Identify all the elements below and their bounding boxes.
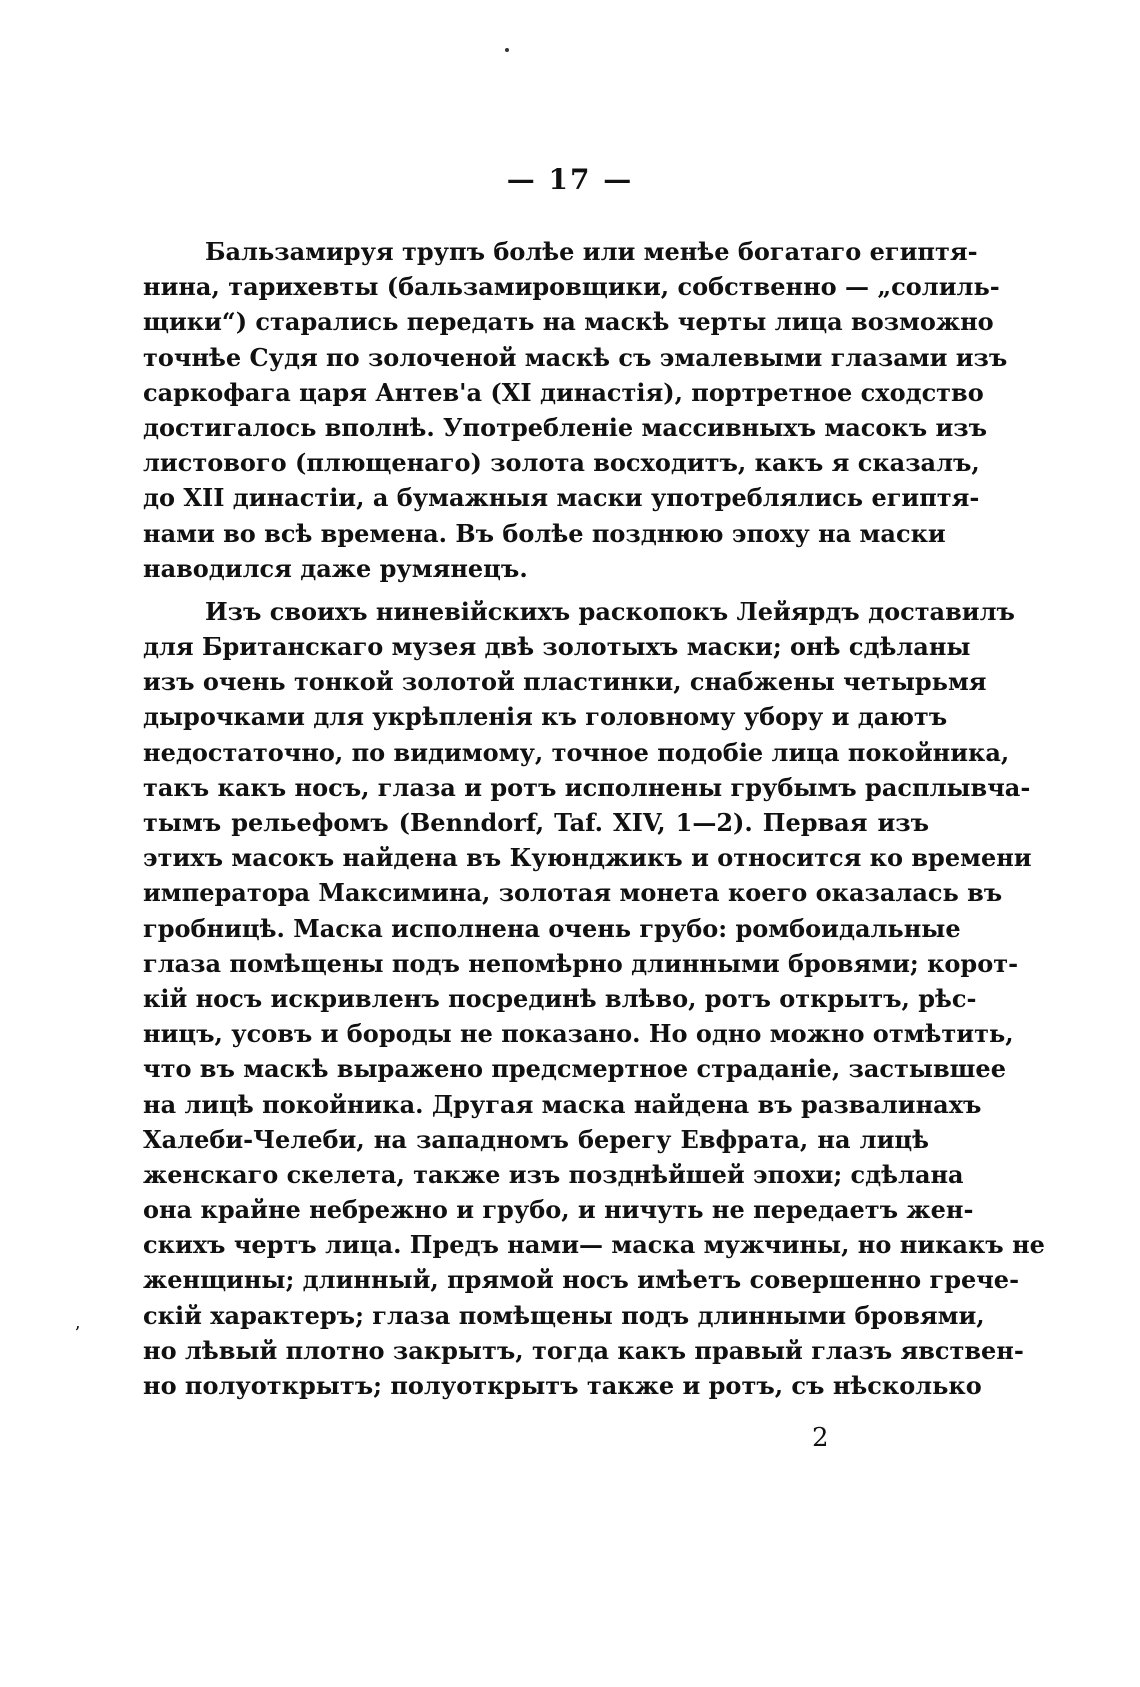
text-line: щики“) старались передать на маскѣ черты лица возможно [143, 307, 994, 337]
text-line: скихъ чертъ лица. Предъ нами— маска мужчины, но никакъ не [143, 1230, 1045, 1260]
text-line: женскаго скелета, также изъ позднѣйшей эпохи; сдѣлана [143, 1159, 964, 1189]
text-line: нами во всѣ времена. Въ болѣе позднюю эпоху на маски [143, 518, 946, 548]
text-line: недостаточно, по видимому, точное подобіе лица покойника, [143, 737, 1010, 767]
text-line: Халеби-Челеби, на западномъ берегу Евфрата, на лицѣ [143, 1124, 929, 1154]
page-number: — 17 — [506, 163, 634, 196]
text-line: Бальзамируя трупъ болѣе или менѣе богатаго египтя- [205, 237, 978, 266]
text-line: нина, тарихевты (бальзамировщики, собственно — „солиль- [143, 272, 1000, 302]
text-line: до XII династіи, а бумажныя маски употреблялись египтя- [143, 483, 980, 513]
text-line: скій характеръ; глаза помѣщены подъ длинными бровями, [143, 1300, 985, 1330]
margin-tick-mark: ʼ [74, 1323, 80, 1344]
text-line: гробницѣ. Маска исполнена очень грубо: ромбоидальные [143, 913, 961, 943]
text-line: для Британскаго музея двѣ золотыхъ маски; онѣ сдѣланы [143, 632, 971, 662]
paragraph [143, 234, 1008, 586]
text-line: такъ какъ носъ, глаза и ротъ исполнены грубымъ расплывча- [143, 772, 1031, 802]
text-line: дырочками для укрѣпленія къ головному убору и даютъ [143, 702, 948, 732]
text-line: глаза помѣщены подъ непомѣрно длинными бровями; корот- [143, 948, 1019, 978]
text-line: императора Максимина, золотая монета коего оказалась въ [143, 878, 1003, 908]
text-line: женщины; длинный, прямой носъ имѣетъ совершенно грече- [143, 1265, 1020, 1295]
text-line: наводился даже румянецъ. [143, 553, 528, 583]
stray-ink-dot [505, 48, 509, 52]
text-line: ницъ, усовъ и бороды не показано. Но одно можно отмѣтить, [143, 1019, 1014, 1049]
text-line: кій носъ искривленъ посрединѣ влѣво, ротъ открытъ, рѣс- [143, 983, 977, 1013]
text-line: листового (плющенаго) золота восходитъ, какъ я сказалъ, [143, 448, 980, 478]
text-line: что въ маскѣ выражено предсмертное страданіе, застывшее [143, 1054, 1006, 1084]
text-line: точнѣе Судя по золоченой маскѣ съ эмалевыми глазами изъ [143, 342, 1008, 372]
text-line: тымъ рельефомъ (Benndorf, Taf. XIV, 1—2). Первая изъ [143, 808, 929, 837]
text-line: Изъ своихъ ниневійскихъ раскопокъ Лейярдъ доставилъ [205, 596, 1015, 626]
paragraph-gap [143, 586, 929, 594]
text-line: она крайне небрежно и грубо, и ничуть не передаетъ жен- [143, 1195, 974, 1225]
body-text [143, 234, 1045, 1403]
text-line: саркофага царя Антев'а (XI династія), портретное сходство [143, 377, 984, 407]
text-line: этихъ масокъ найдена въ Куюнджикъ и относится ко времени [143, 843, 1032, 873]
text-line: изъ очень тонкой золотой пластинки, снабжены четырьмя [143, 667, 987, 697]
paragraph [143, 594, 1045, 1403]
text-line: но полуоткрытъ; полуоткрытъ также и ротъ, съ нѣсколько [143, 1371, 982, 1400]
signature-mark: 2 [812, 1423, 829, 1453]
text-line: но лѣвый плотно закрытъ, тогда какъ правый глазъ явствен- [143, 1335, 1024, 1365]
text-line: достигалось вполнѣ. Употребленіе массивныхъ масокъ изъ [143, 412, 987, 442]
text-line: на лицѣ покойника. Другая маска найдена въ развалинахъ [143, 1089, 982, 1119]
